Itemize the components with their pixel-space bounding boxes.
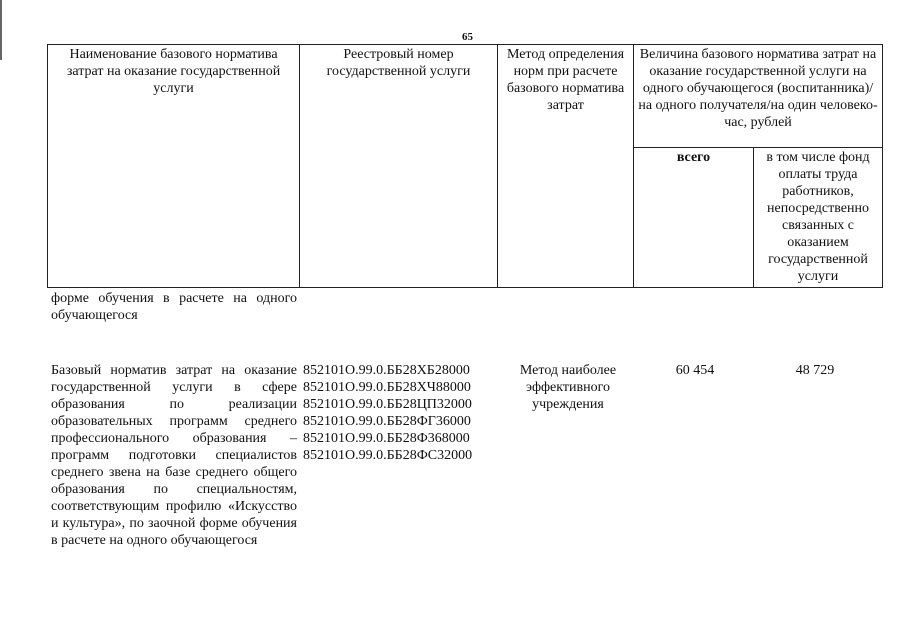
- row-total: 60 454: [675, 363, 715, 378]
- row-codes: [303, 362, 503, 464]
- registry-code: 852101О.99.0.ББ28ФС32000: [303, 448, 473, 463]
- header-total-cell: [634, 148, 754, 288]
- page-number: 65: [462, 31, 473, 43]
- header-method: Метод определения норм при расчете базового норматива затрат: [506, 47, 625, 113]
- registry-code: 852101О.99.0.ББ28Ф368000: [303, 431, 470, 446]
- scan-edge: [0, 0, 2, 60]
- continuation-text: форме обучения в расчете на одного обучающегося: [51, 291, 297, 323]
- header-method-cell: [498, 45, 634, 288]
- header-value: Величина базового норматива затрат на оказание государственной услуги на одного обучающегося (воспитанника)/на одного получателя/на один человеко-час, рублей: [638, 47, 878, 130]
- row-name: Базовый норматив затрат на оказание государственной услуги в сфере образования по реализации образовательных программ среднего профессионального образования – программ подготовки специалистов среднего звена на базе среднего общего образования по специальностям, соответствующим профилю «Искусство и культура», по заочной форме обучения в расчете на одного обучающегося: [51, 363, 297, 548]
- header-registry-cell: [300, 45, 498, 288]
- header-fund-cell: [754, 148, 883, 288]
- row-fund: 48 729: [795, 363, 835, 378]
- header-name-cell: [48, 45, 300, 288]
- header-fund: в том числе фонд оплаты труда работников, непосредственно связанных с оказанием государственной услуги: [766, 150, 870, 284]
- header-name: Наименование базового норматива затрат на оказание государственной услуги: [66, 47, 281, 96]
- header-registry: Реестровый номер государственной услуги: [326, 47, 471, 79]
- registry-code: 852101О.99.0.ББ28ФГ36000: [303, 414, 471, 429]
- table-header: [47, 44, 883, 288]
- registry-code: 852101О.99.0.ББ28ХБ28000: [303, 363, 470, 378]
- header-total: всего: [676, 150, 711, 165]
- row-method: Метод наиболее эффективного учреждения: [519, 363, 617, 412]
- registry-code: 852101О.99.0.ББ28ХЧ88000: [303, 380, 471, 395]
- header-value-cell: [634, 45, 883, 148]
- registry-code: 852101О.99.0.ББ28ЦП32000: [303, 397, 472, 412]
